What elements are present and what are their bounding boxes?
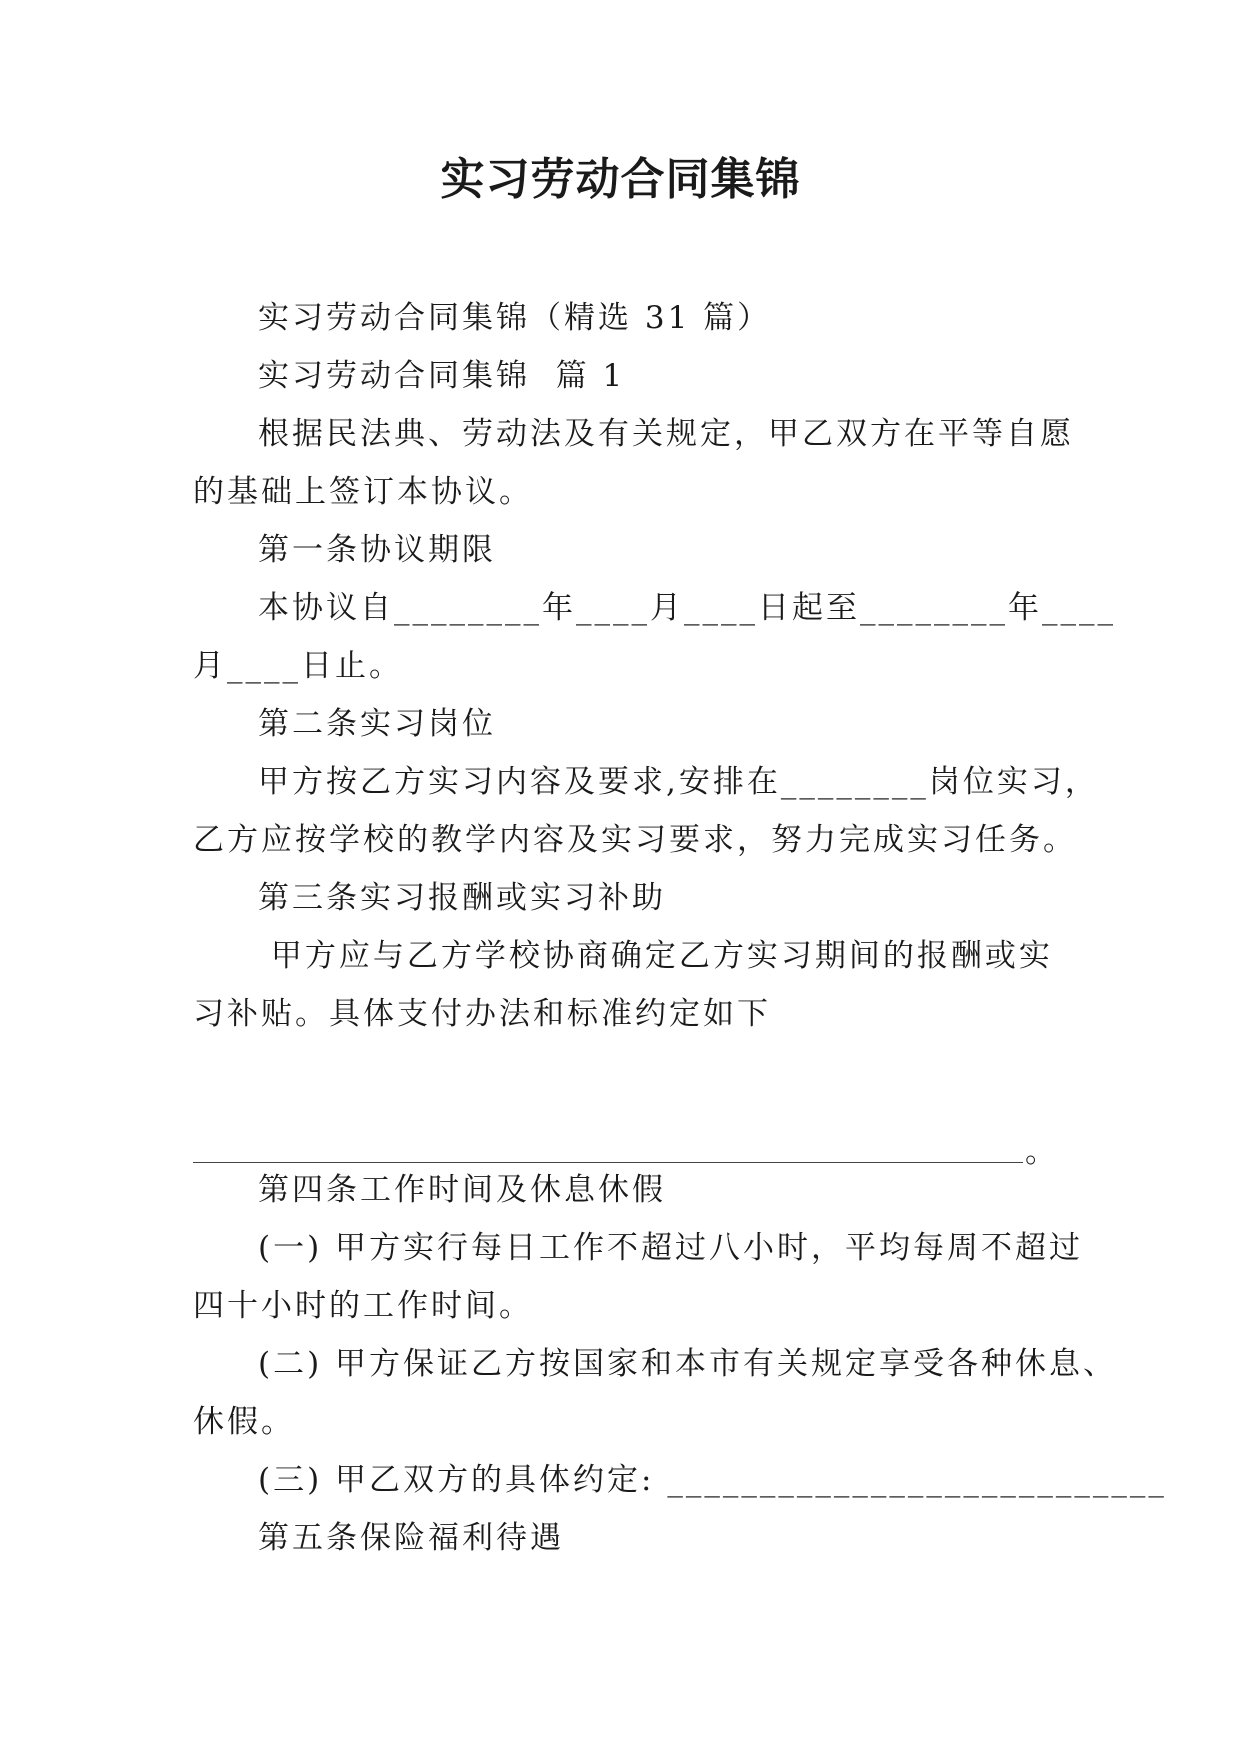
fill-in-blank — [193, 1162, 1023, 1163]
rule-period: 。 — [1025, 1134, 1056, 1170]
doc-line-clause-2-heading: 第二条实习岗位 — [258, 706, 496, 742]
doc-line-clause-3-body-1: 甲方应与乙方学校协商确定乙方实习期间的报酬或实 — [258, 938, 1053, 974]
doc-line-article-heading: 实习劳动合同集锦 篇 1 — [258, 358, 626, 394]
doc-line-clause-4-item-2a: (二) 甲方保证乙方按国家和本市有关规定享受各种休息、 — [258, 1346, 1118, 1382]
doc-line-preamble-1: 根据民法典、劳动法及有关规定，甲乙双方在平等自愿 — [258, 416, 1074, 452]
doc-line-clause-3-heading: 第三条实习报酬或实习补助 — [258, 880, 666, 916]
doc-line-clause-4-item-2b: 休假。 — [193, 1404, 295, 1440]
doc-line-clause-4-item-1a: (一) 甲方实行每日工作不超过八小时，平均每周不超过 — [258, 1230, 1084, 1266]
doc-line-clause-1-body-1: 本协议自________年____月____日起至________年____ — [258, 590, 1116, 626]
doc-line-subtitle: 实习劳动合同集锦（精选 31 篇） — [258, 300, 772, 336]
document-title: 实习劳动合同集锦 — [440, 154, 801, 205]
doc-line-clause-4-item-3: (三) 甲乙双方的具体约定: ___________________________ — [258, 1462, 1167, 1498]
doc-line-clause-5-heading: 第五条保险福利待遇 — [258, 1520, 564, 1556]
doc-line-clause-4-item-1b: 四十小时的工作时间。 — [193, 1288, 533, 1324]
doc-line-clause-1-heading: 第一条协议期限 — [258, 532, 496, 568]
doc-line-clause-1-body-2: 月____日止。 — [193, 648, 403, 684]
doc-line-clause-2-body-2: 乙方应按学校的教学内容及实习要求，努力完成实习任务。 — [193, 822, 1077, 858]
doc-line-clause-2-body-1: 甲方按乙方实习内容及要求,安排在________岗位实习， — [258, 764, 1099, 800]
doc-line-preamble-2: 的基础上签订本协议。 — [193, 474, 533, 510]
doc-line-clause-4-heading: 第四条工作时间及休息休假 — [258, 1172, 666, 1208]
doc-line-clause-3-body-2: 习补贴。具体支付办法和标准约定如下 — [193, 996, 771, 1032]
fill-in-rule-line — [193, 1132, 1223, 1172]
